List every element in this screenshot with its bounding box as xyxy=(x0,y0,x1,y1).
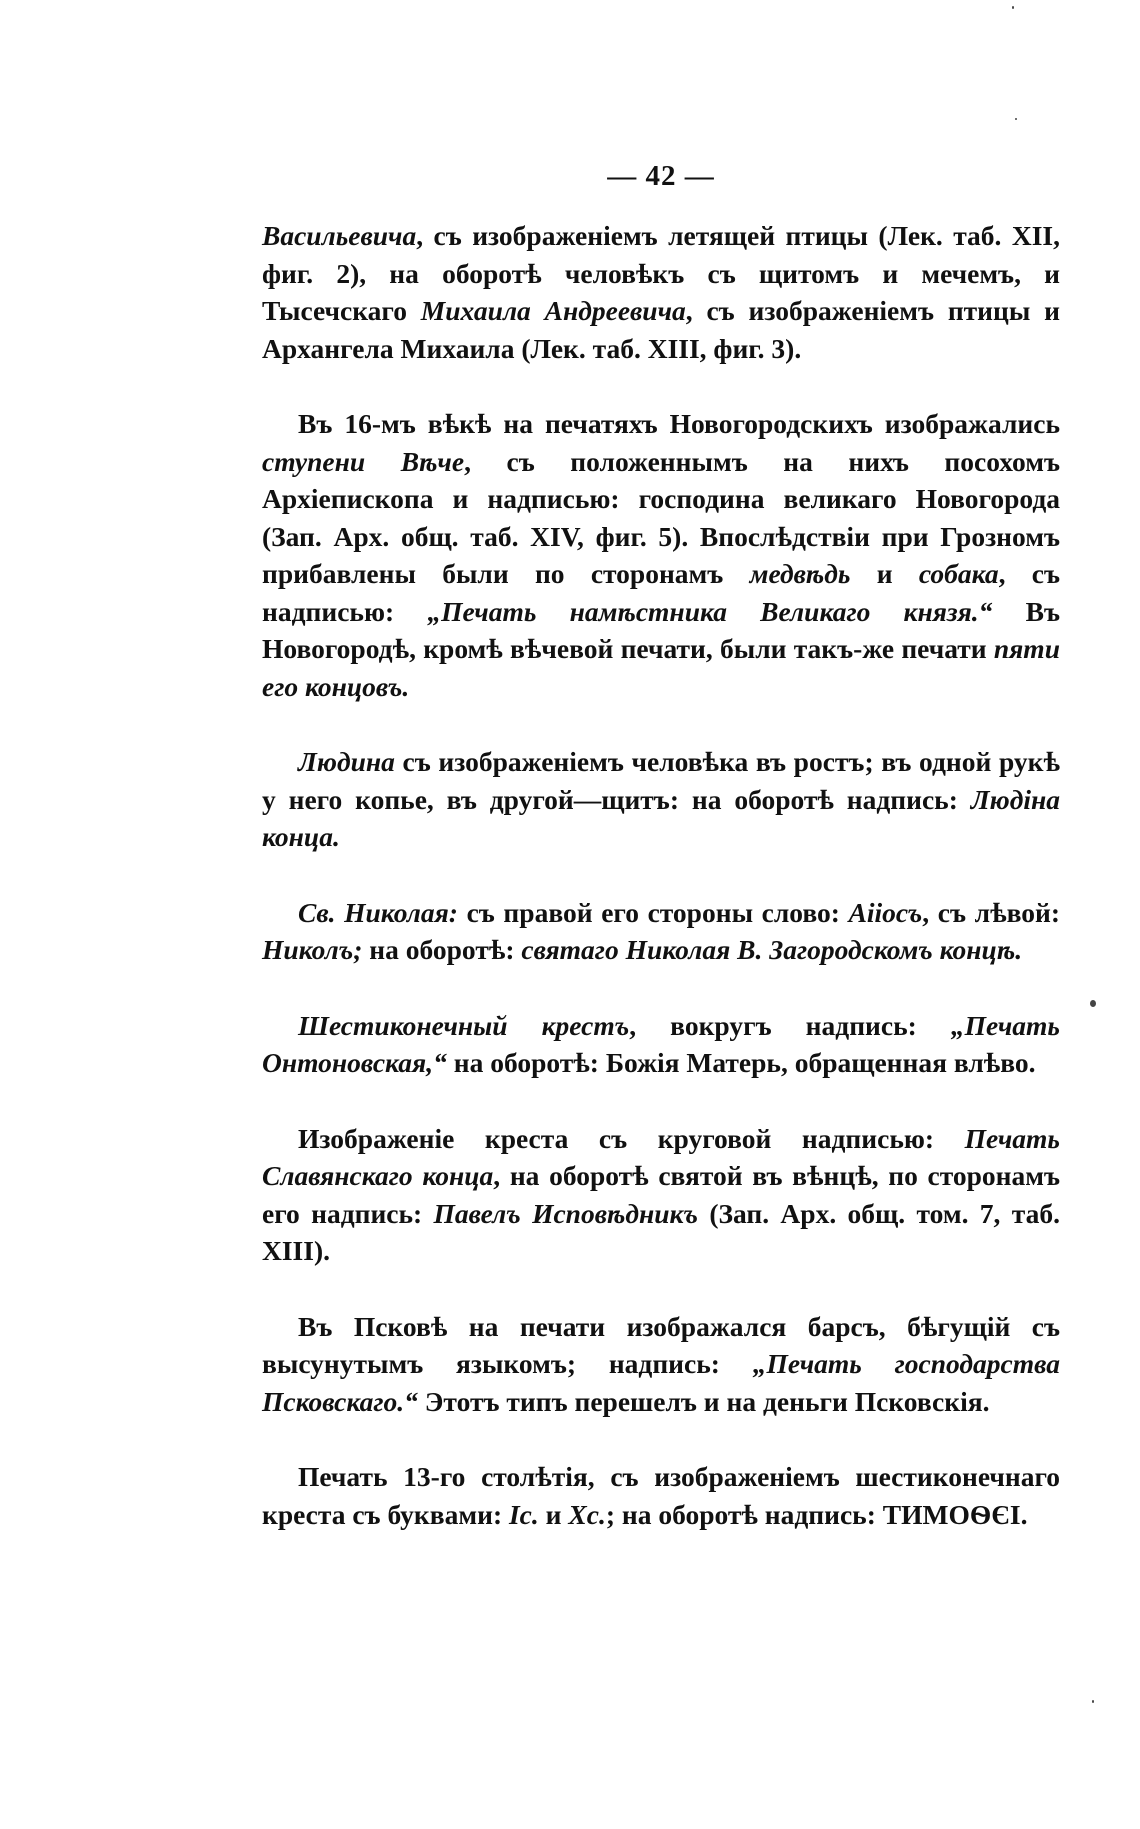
scan-speck xyxy=(1012,6,1014,9)
italic-text: Хс. xyxy=(568,1498,606,1530)
text-run: съ правой его стороны слово: xyxy=(457,896,849,928)
paragraph xyxy=(262,405,1060,705)
text-run: , на оборотѣ святой въ вѣнцѣ, по сторонамъ его надпись: xyxy=(262,1160,1060,1229)
italic-text: Печать Славянскаго конца xyxy=(262,1122,1060,1191)
text-run: съ изображеніемъ человѣка въ ростъ; въ одной рукѣ у него копье, въ другой—щитъ: на оборотѣ надпись: xyxy=(262,746,1060,815)
paragraph xyxy=(262,1007,1060,1082)
text-run: на оборотѣ: Божія Матерь, обращенная влѣво. xyxy=(446,1047,1036,1078)
text-run: Въ 16-мъ вѣкѣ на печатяхъ Новогородскихъ изображались xyxy=(298,408,1060,439)
italic-text: Павелъ Исповѣдникъ xyxy=(433,1197,698,1229)
scan-speck xyxy=(1015,118,1017,120)
text-run: и xyxy=(850,558,919,589)
text-run: , съ лѣвой: xyxy=(922,896,1060,928)
italic-text: „Печать господарства Псковскаго.“ xyxy=(262,1348,1060,1417)
document-page xyxy=(262,160,1060,1571)
paragraph xyxy=(262,1120,1060,1270)
italic-text: Аііосъ xyxy=(848,896,923,928)
italic-text: Васильевича xyxy=(262,220,417,251)
text-run: Въ Псковѣ на печати изображался барсъ, бѣгущій съ высунутымъ языкомъ; надпись: xyxy=(262,1310,1060,1379)
italic-text: медвѣдь xyxy=(749,558,851,589)
italic-text: ступени Вѣче xyxy=(262,445,465,477)
italic-text: пяти его концовъ. xyxy=(262,633,1060,702)
text-run: , вокругъ надпись: xyxy=(629,1009,951,1041)
text-run: , съ надписью: xyxy=(262,558,1060,627)
italic-text: Николъ; xyxy=(262,934,363,965)
text-run: Изображеніе креста съ круговой надписью: xyxy=(298,1122,965,1154)
italic-text: собака xyxy=(918,558,999,589)
scan-speck xyxy=(1090,1000,1096,1007)
paragraph xyxy=(262,1458,1060,1533)
italic-text: Людіна конца. xyxy=(262,783,1060,852)
paragraph xyxy=(262,743,1060,856)
italic-text: „Печать Онтоновская,“ xyxy=(262,1009,1060,1078)
text-run: ; на оборотѣ надпись: ТИМОѲЄІ. xyxy=(605,1498,1028,1530)
text-run: , съ изображеніемъ летящей птицы (Лек. таб. XII, фиг. 2), на оборотѣ человѣкъ съ щитомъ и мечемъ, и Тысечскаго xyxy=(262,220,1060,326)
text-run: Этотъ типъ перешелъ и на деньги Псковскія. xyxy=(417,1385,990,1417)
italic-text: Людина xyxy=(298,746,395,777)
body-text xyxy=(262,217,1060,1533)
text-run: , съ положеннымъ на нихъ посохомъ Архіепископа и надписью: господина великаго Новогорода (Зап. Арх. общ. таб. XIV, фиг. 5). Впослѣдствіи при Грозномъ прибавлены были по сторонамъ xyxy=(262,445,1060,589)
italic-text: святаго Николая В. Загородскомъ концѣ. xyxy=(521,934,1023,965)
text-run: и xyxy=(538,1498,569,1530)
italic-text: Св. Николая: xyxy=(298,896,458,928)
italic-text: „Печать намѣстника Великаго князя.“ xyxy=(427,595,993,627)
paragraph xyxy=(262,217,1060,367)
scan-speck xyxy=(1092,1700,1094,1703)
italic-text: Іс. xyxy=(508,1498,539,1530)
text-run: (Зап. Арх. общ. том. 7, таб. XIII). xyxy=(262,1197,1060,1266)
paragraph xyxy=(262,1308,1060,1421)
text-run: Въ Новогородѣ, кромѣ вѣчевой печати, были такъ-же печати xyxy=(262,595,1060,664)
paragraph xyxy=(262,894,1060,969)
text-run: на оборотѣ: xyxy=(362,934,522,965)
page-number: — 42 — xyxy=(607,160,715,192)
text-run: Печать 13-го столѣтія, съ изображеніемъ шестиконечнаго креста съ буквами: xyxy=(262,1461,1060,1530)
italic-text: Шестиконечный крестъ xyxy=(298,1009,630,1041)
text-run: , съ изображеніемъ птицы и Архангела Михаила (Лек. таб. XIII, фиг. 3). xyxy=(262,295,1060,364)
italic-text: Михаила Андреевича xyxy=(420,295,686,326)
